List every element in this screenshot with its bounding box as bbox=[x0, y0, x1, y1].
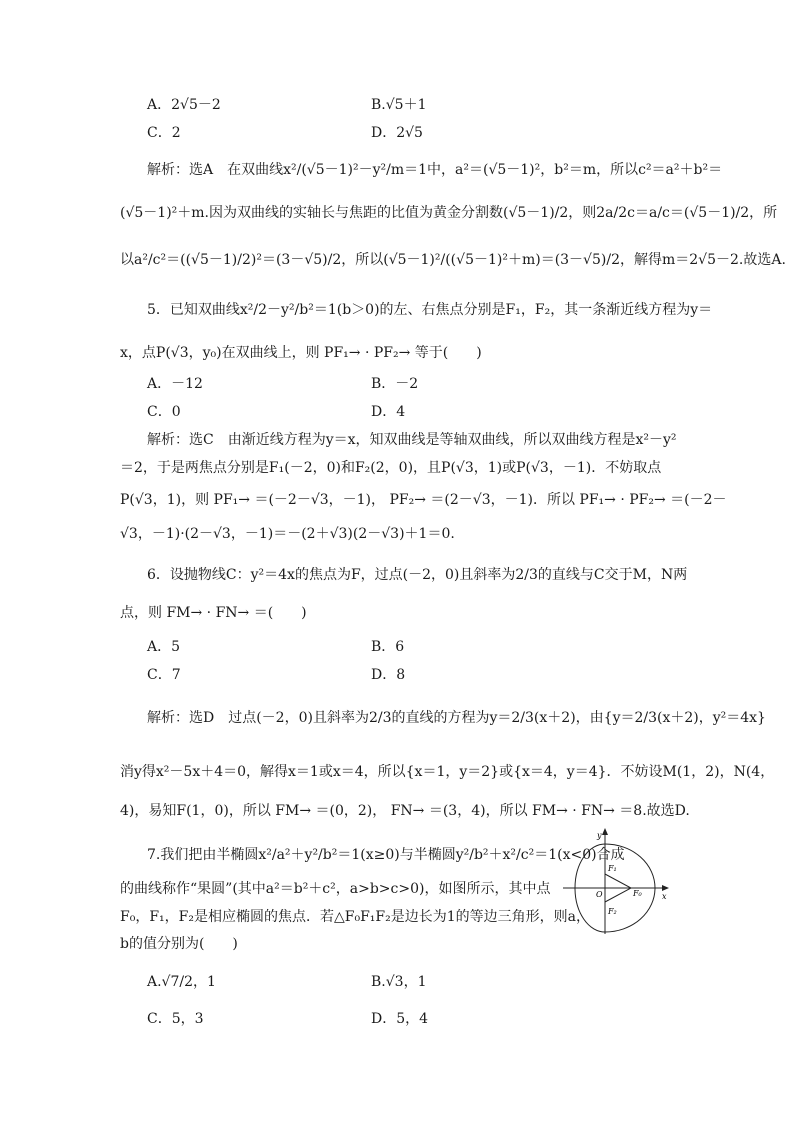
q5-solution-line-1: 解析：选C 由渐近线方程为y＝x，知双曲线是等轴双曲线，所以双曲线方程是x²－y² bbox=[147, 432, 677, 448]
q6-solution-line-2: 消y得x²－5x＋4＝0，解得x＝1或x＝4，所以{x＝1，y＝2}或{x＝4，y＝4}．不妨设M(1，2)，N(4， bbox=[120, 764, 775, 780]
label-f0: F₀ bbox=[633, 889, 642, 898]
q4-solution-line-2: (√5－1)²＋m.因为双曲线的实轴长与焦距的比值为黄金分割数(√5－1)/2，则2a/2c＝a/c＝(√5－1)/2，所 bbox=[120, 205, 778, 221]
fruit-ellipse-diagram bbox=[561, 826, 673, 936]
q7-stem-line-3: F₀，F₁，F₂是相应椭圆的焦点．若△F₀F₁F₂是边长为1的等边三角形，则a， bbox=[120, 909, 590, 925]
q6-solution-line-3: 4)，易知F(1，0)，所以 FM→ ＝(0，2)， FN→ ＝(3，4)，所以 FM→ · FN→ ＝8.故选D. bbox=[120, 803, 690, 819]
label-f1: F₁ bbox=[608, 864, 617, 873]
y-axis-arrow-icon bbox=[602, 828, 608, 835]
q5-solution-line-2: ＝2，于是两焦点分别是F₁(－2，0)和F₂(2，0)，且P(√3，1)或P(√3，－1)．不妨取点 bbox=[120, 460, 662, 476]
q7-stem-line-2: 的曲线称作“果圆”(其中a²＝b²＋c²，a>b>c>0)，如图所示，其中点 bbox=[120, 881, 551, 897]
q5-stem-line-2: x，点P(√3，y₀)在双曲线上，则 PF₁→ · PF₂→ 等于( ) bbox=[120, 345, 482, 361]
q4-solution-line-3: 以a²/c²＝((√5－1)/2)²＝(3－√5)/2，所以(√5－1)²/((√5－1)²＋m)＝(3－√5)/2，解得m＝2√5－2.故选A. bbox=[120, 252, 786, 268]
q5-option-b: B．－2 bbox=[371, 376, 419, 392]
q7-option-c: C．5，3 bbox=[147, 1011, 204, 1027]
label-x: x bbox=[662, 892, 667, 901]
q6-option-b: B．6 bbox=[371, 639, 405, 655]
line-q4-option-b: B.√5＋1 bbox=[371, 97, 427, 113]
line-q4-option-c: C．2 bbox=[147, 125, 181, 141]
q7-option-a: A.√7/2，1 bbox=[147, 974, 216, 990]
label-origin: O bbox=[596, 890, 603, 899]
x-axis-arrow-icon bbox=[662, 885, 669, 891]
q6-solution-line-1: 解析：选D 过点(－2，0)且斜率为2/3的直线的方程为y＝2/3(x＋2)，由{y＝2/3(x＋2)，y²＝4x} bbox=[147, 710, 766, 726]
label-f2: F₂ bbox=[608, 907, 617, 916]
label-y: y bbox=[597, 831, 602, 840]
q7-option-d: D．5，4 bbox=[371, 1011, 429, 1027]
q5-solution-line-3: P(√3，1)，则 PF₁→ ＝(－2－√3，－1)， PF₂→ ＝(2－√3，－1)．所以 PF₁→ · PF₂→ ＝(－2－ bbox=[120, 492, 727, 508]
q6-stem-line-2: 点，则 FM→ · FN→ ＝( ) bbox=[120, 605, 307, 621]
q5-option-c: C．0 bbox=[147, 404, 181, 420]
q5-stem-line-1: 5．已知双曲线x²/2－y²/b²＝1(b＞0)的左、右焦点分别是F₁，F₂，其一条渐近线方程为y＝ bbox=[147, 302, 713, 318]
q5-solution-line-4: √3，－1)·(2－√3，－1)＝－(2＋√3)(2－√3)＋1＝0. bbox=[120, 526, 455, 542]
q5-option-d: D．4 bbox=[371, 404, 406, 420]
q6-stem-line-1: 6．设抛物线C：y²＝4x的焦点为F，过点(－2，0)且斜率为2/3的直线与C交于M，N两 bbox=[147, 567, 688, 583]
q6-option-d: D．8 bbox=[371, 667, 406, 683]
q5-option-a: A．－12 bbox=[147, 376, 203, 392]
q4-solution-line-1: 解析：选A 在双曲线x²/(√5－1)²－y²/m＝1中，a²＝(√5－1)²，b²＝m，所以c²＝a²＋b²＝ bbox=[147, 162, 723, 178]
line-q4-option-d: D．2√5 bbox=[371, 125, 423, 141]
q7-option-b: B.√3，1 bbox=[371, 974, 427, 990]
q6-option-a: A．5 bbox=[147, 639, 181, 655]
q7-stem-line-4: b的值分别为( ) bbox=[120, 936, 238, 952]
line-q4-option-a: A．2√5－2 bbox=[147, 97, 221, 113]
q7-stem-line-1: 7.我们把由半椭圆x²/a²＋y²/b²＝1(x≥0)与半椭圆y²/b²＋x²/c²＝1(x<0)合成 bbox=[147, 847, 625, 863]
q6-option-c: C．7 bbox=[147, 667, 181, 683]
